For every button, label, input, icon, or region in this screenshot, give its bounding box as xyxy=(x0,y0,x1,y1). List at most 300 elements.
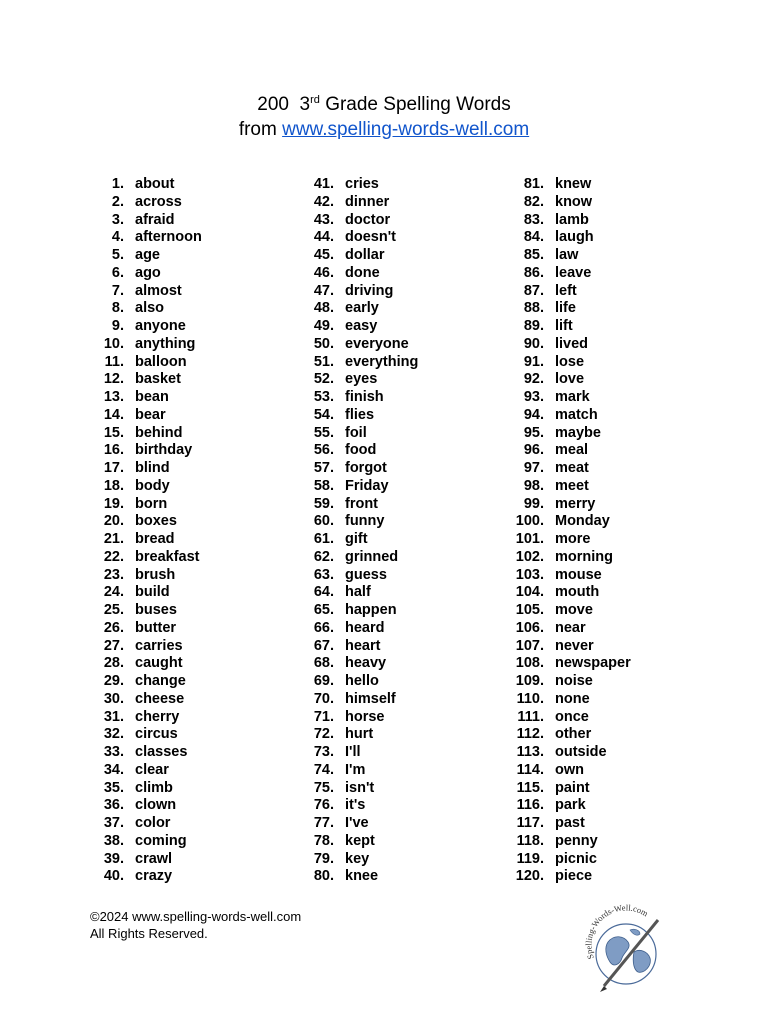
spelling-word: half xyxy=(345,584,371,601)
spelling-word: lamb xyxy=(555,211,589,228)
spelling-word: knew xyxy=(555,176,592,192)
word-number: 57. xyxy=(313,460,334,476)
word-row xyxy=(290,549,418,567)
spelling-word: left xyxy=(555,282,577,299)
page-header xyxy=(0,92,768,142)
word-number: 17. xyxy=(103,460,124,476)
word-number: 43. xyxy=(313,211,334,228)
word-row xyxy=(80,371,202,389)
word-number: 26. xyxy=(103,619,124,636)
word-number: 77. xyxy=(313,815,334,831)
word-number: 41. xyxy=(313,176,334,192)
spelling-word: himself xyxy=(345,690,396,707)
word-row xyxy=(500,265,631,283)
word-number: 59. xyxy=(313,495,334,512)
spelling-word: know xyxy=(555,193,593,210)
word-row xyxy=(500,851,631,869)
word-row xyxy=(290,212,418,230)
spelling-word: meal xyxy=(555,442,589,459)
word-number: 9. xyxy=(111,318,124,334)
spelling-word: almost xyxy=(135,282,182,299)
word-number: 62. xyxy=(313,548,334,565)
word-number: 15. xyxy=(103,424,124,441)
word-number: 25. xyxy=(103,602,124,618)
word-number: 101. xyxy=(515,531,544,547)
word-row xyxy=(290,389,418,407)
word-number: 66. xyxy=(313,619,334,636)
word-number: 112. xyxy=(516,726,544,743)
spelling-word: grinned xyxy=(345,548,399,565)
spelling-word: hurt xyxy=(345,726,374,743)
word-number: 28. xyxy=(103,655,124,672)
spelling-word: carries xyxy=(135,637,183,654)
spelling-word: flies xyxy=(345,406,375,423)
spelling-word: lose xyxy=(555,353,585,370)
word-number: 79. xyxy=(313,850,334,867)
spelling-word: afternoon xyxy=(135,229,202,246)
word-number: 78. xyxy=(313,832,334,849)
word-row xyxy=(290,283,418,301)
word-row xyxy=(80,673,202,691)
spelling-word: heavy xyxy=(345,655,387,672)
title-grade-number: 3 xyxy=(299,94,311,115)
word-row xyxy=(290,762,418,780)
word-row xyxy=(500,442,631,460)
spelling-word: gift xyxy=(345,531,368,547)
word-number: 81. xyxy=(523,176,544,192)
word-row xyxy=(500,336,631,354)
word-row xyxy=(290,478,418,496)
word-row xyxy=(80,425,202,443)
spelling-word: easy xyxy=(345,318,378,334)
word-number: 115. xyxy=(516,779,544,796)
word-row xyxy=(80,496,202,514)
word-number: 93. xyxy=(523,389,544,405)
word-row xyxy=(290,442,418,460)
word-row xyxy=(290,176,418,194)
word-row xyxy=(80,726,202,744)
word-row xyxy=(500,762,631,780)
spelling-word: past xyxy=(555,815,585,831)
spelling-word: ago xyxy=(135,264,161,281)
spelling-word: also xyxy=(135,300,165,317)
spelling-word: more xyxy=(555,531,591,547)
word-row xyxy=(80,780,202,798)
spelling-word: anything xyxy=(135,335,196,352)
word-row xyxy=(500,780,631,798)
spelling-word: hello xyxy=(345,673,379,689)
word-row xyxy=(500,496,631,514)
spelling-word: butter xyxy=(135,619,177,636)
word-row xyxy=(500,602,631,620)
word-number: 60. xyxy=(313,513,334,530)
spelling-word: I've xyxy=(345,815,369,831)
word-number: 72. xyxy=(313,726,334,743)
spelling-word: match xyxy=(555,406,598,423)
word-number: 4. xyxy=(111,229,124,246)
word-row xyxy=(80,176,202,194)
globe-pencil-logo-icon xyxy=(578,902,674,994)
spelling-word: change xyxy=(135,673,186,689)
word-row xyxy=(80,389,202,407)
word-number: 3. xyxy=(111,211,124,228)
spelling-word: morning xyxy=(555,548,613,565)
word-number: 1. xyxy=(111,176,124,192)
word-row xyxy=(290,691,418,709)
word-number: 90. xyxy=(523,335,544,352)
word-row xyxy=(80,868,202,886)
spelling-word: crazy xyxy=(135,868,173,885)
spelling-word: meet xyxy=(555,477,589,494)
word-number: 11. xyxy=(104,353,124,370)
word-number: 82. xyxy=(523,193,544,210)
word-row xyxy=(500,620,631,638)
spelling-word: eyes xyxy=(345,371,378,388)
word-row xyxy=(500,833,631,851)
word-row xyxy=(80,744,202,762)
word-number: 6. xyxy=(111,264,124,281)
word-number: 108. xyxy=(515,655,544,672)
word-row xyxy=(290,265,418,283)
spelling-word: basket xyxy=(135,371,181,388)
word-row xyxy=(290,354,418,372)
word-number: 27. xyxy=(103,637,124,654)
word-number: 105. xyxy=(515,602,544,618)
word-row xyxy=(80,762,202,780)
spelling-word: color xyxy=(135,815,171,831)
spelling-word: never xyxy=(555,637,594,654)
word-row xyxy=(500,655,631,673)
word-number: 111. xyxy=(517,708,544,725)
spelling-word: none xyxy=(555,690,590,707)
word-number: 47. xyxy=(313,282,334,299)
word-number: 71. xyxy=(313,708,334,725)
spelling-word: driving xyxy=(345,282,394,299)
word-row xyxy=(290,655,418,673)
word-number: 74. xyxy=(313,761,334,778)
word-number: 75. xyxy=(313,779,334,796)
spelling-word: doctor xyxy=(345,211,391,228)
word-row xyxy=(80,247,202,265)
word-number: 61. xyxy=(313,531,334,547)
word-row xyxy=(500,407,631,425)
word-number: 19. xyxy=(103,495,124,512)
word-row xyxy=(290,744,418,762)
word-row xyxy=(80,460,202,478)
word-row xyxy=(500,709,631,727)
word-row xyxy=(500,371,631,389)
word-row xyxy=(290,584,418,602)
word-row xyxy=(80,442,202,460)
word-column-2 xyxy=(290,176,418,886)
logo-arc-text: Spelling-Words-Well.com xyxy=(583,902,651,961)
spelling-word: about xyxy=(135,176,175,192)
footer xyxy=(90,908,301,942)
word-row xyxy=(80,407,202,425)
word-number: 83. xyxy=(523,211,544,228)
word-row xyxy=(500,691,631,709)
word-number: 12. xyxy=(103,371,124,388)
spelling-word: other xyxy=(555,726,592,743)
word-number: 67. xyxy=(313,637,334,654)
word-row xyxy=(290,194,418,212)
word-row xyxy=(80,229,202,247)
spelling-word: isn't xyxy=(345,779,375,796)
spelling-word: piece xyxy=(555,868,593,885)
word-row xyxy=(80,815,202,833)
word-number: 29. xyxy=(103,673,124,689)
word-number: 119. xyxy=(516,850,544,867)
spelling-word: buses xyxy=(135,602,177,618)
spelling-word: blind xyxy=(135,460,170,476)
word-row xyxy=(500,229,631,247)
word-number: 23. xyxy=(103,566,124,583)
spelling-word: outside xyxy=(555,744,607,760)
word-row xyxy=(290,620,418,638)
spelling-word: newspaper xyxy=(555,655,631,672)
spelling-word: Monday xyxy=(555,513,610,530)
word-row xyxy=(80,691,202,709)
word-row xyxy=(500,247,631,265)
word-number: 53. xyxy=(313,389,334,405)
word-row xyxy=(500,744,631,762)
spelling-word: bread xyxy=(135,531,175,547)
word-row xyxy=(80,549,202,567)
word-row xyxy=(290,780,418,798)
word-number: 100. xyxy=(515,513,544,530)
spelling-word: lived xyxy=(555,335,589,352)
word-row xyxy=(290,460,418,478)
spelling-word: cheese xyxy=(135,690,185,707)
word-row xyxy=(290,797,418,815)
word-number: 49. xyxy=(313,318,334,334)
word-number: 120. xyxy=(515,868,544,885)
word-row xyxy=(500,300,631,318)
word-number: 24. xyxy=(103,584,124,601)
word-number: 116. xyxy=(516,797,544,814)
spelling-word: born xyxy=(135,495,168,512)
word-number: 65. xyxy=(313,602,334,618)
from-label: from xyxy=(238,119,277,140)
word-row xyxy=(500,567,631,585)
spelling-word: finish xyxy=(345,389,384,405)
word-row xyxy=(80,265,202,283)
spelling-word: foil xyxy=(345,424,367,441)
spelling-word: move xyxy=(555,602,593,618)
word-number: 118. xyxy=(516,832,544,849)
spelling-word: paint xyxy=(555,779,590,796)
word-row xyxy=(80,354,202,372)
word-row xyxy=(80,602,202,620)
word-row xyxy=(500,726,631,744)
word-number: 44. xyxy=(313,229,334,246)
word-number: 97. xyxy=(523,460,544,476)
word-row xyxy=(80,212,202,230)
spelling-word: balloon xyxy=(135,353,187,370)
word-number: 98. xyxy=(523,477,544,494)
word-number: 20. xyxy=(103,513,124,530)
spelling-word: Friday xyxy=(345,477,389,494)
word-row xyxy=(500,283,631,301)
word-number: 35. xyxy=(103,779,124,796)
word-number: 86. xyxy=(523,264,544,281)
word-row xyxy=(290,833,418,851)
word-row xyxy=(500,176,631,194)
rights-text: All Rights Reserved. xyxy=(90,926,208,941)
spelling-word: noise xyxy=(555,673,593,689)
word-number: 56. xyxy=(313,442,334,459)
spelling-word: merry xyxy=(555,495,596,512)
word-row xyxy=(500,460,631,478)
spelling-word: body xyxy=(135,477,170,494)
word-number: 51. xyxy=(313,353,334,370)
word-row xyxy=(500,584,631,602)
word-row xyxy=(500,425,631,443)
word-number: 40. xyxy=(103,868,124,885)
word-number: 39. xyxy=(103,850,124,867)
word-number: 7. xyxy=(111,282,124,299)
word-number: 106. xyxy=(515,619,544,636)
spelling-word: mouse xyxy=(555,566,602,583)
spelling-word: boxes xyxy=(135,513,177,530)
word-row xyxy=(80,709,202,727)
spelling-word: dinner xyxy=(345,193,390,210)
spelling-word: food xyxy=(345,442,377,459)
spelling-word: birthday xyxy=(135,442,193,459)
word-number: 92. xyxy=(523,371,544,388)
word-row xyxy=(80,478,202,496)
spelling-word: done xyxy=(345,264,380,281)
spelling-word: behind xyxy=(135,424,183,441)
word-number: 68. xyxy=(313,655,334,672)
word-row xyxy=(290,336,418,354)
spelling-word: age xyxy=(135,247,160,263)
spelling-word: laugh xyxy=(555,229,594,246)
spelling-word: across xyxy=(135,193,182,210)
word-number: 34. xyxy=(103,761,124,778)
word-row xyxy=(290,602,418,620)
spelling-word: mouth xyxy=(555,584,600,601)
word-number: 99. xyxy=(523,495,544,512)
spelling-word: park xyxy=(555,797,586,814)
word-number: 103. xyxy=(515,566,544,583)
word-row xyxy=(290,567,418,585)
word-number: 50. xyxy=(313,335,334,352)
word-row xyxy=(290,513,418,531)
word-row xyxy=(500,673,631,691)
word-row xyxy=(500,638,631,656)
spelling-word: happen xyxy=(345,602,397,618)
word-row xyxy=(500,513,631,531)
spelling-word: doesn't xyxy=(345,229,396,246)
word-number: 114. xyxy=(516,761,544,778)
word-number: 37. xyxy=(103,815,124,831)
word-row xyxy=(500,478,631,496)
word-number: 42. xyxy=(313,193,334,210)
word-number: 76. xyxy=(313,797,334,814)
word-number: 107. xyxy=(515,637,544,654)
word-number: 52. xyxy=(313,371,334,388)
word-row xyxy=(80,584,202,602)
word-row xyxy=(290,229,418,247)
spelling-word: front xyxy=(345,495,379,512)
word-row xyxy=(80,300,202,318)
word-number: 38. xyxy=(103,832,124,849)
spelling-word: lift xyxy=(555,318,573,334)
word-number: 73. xyxy=(313,744,334,760)
word-column-1 xyxy=(80,176,202,886)
word-row xyxy=(500,194,631,212)
word-column-3 xyxy=(500,176,631,886)
word-row xyxy=(500,389,631,407)
spelling-word: build xyxy=(135,584,170,601)
spelling-word: meat xyxy=(555,460,589,476)
title-grade-suffix: rd xyxy=(310,94,320,106)
word-number: 69. xyxy=(313,673,334,689)
word-number: 30. xyxy=(103,690,124,707)
word-number: 55. xyxy=(313,424,334,441)
word-number: 18. xyxy=(103,477,124,494)
word-number: 31. xyxy=(103,708,124,725)
spelling-word: leave xyxy=(555,264,592,281)
word-number: 21. xyxy=(103,531,124,547)
spelling-word: penny xyxy=(555,832,598,849)
spelling-word: I'll xyxy=(345,744,361,760)
spelling-word: clown xyxy=(135,797,177,814)
word-row xyxy=(500,354,631,372)
spelling-word: funny xyxy=(345,513,385,530)
word-number: 91. xyxy=(523,353,544,370)
word-number: 32. xyxy=(103,726,124,743)
word-number: 45. xyxy=(313,247,334,263)
spelling-word: brush xyxy=(135,566,176,583)
page-title xyxy=(0,92,768,117)
word-number: 95. xyxy=(523,424,544,441)
word-number: 84. xyxy=(523,229,544,246)
spelling-word: law xyxy=(555,247,579,263)
spelling-word: afraid xyxy=(135,211,175,228)
word-row xyxy=(500,531,631,549)
spelling-word: cherry xyxy=(135,708,180,725)
word-row xyxy=(80,283,202,301)
spelling-word: kept xyxy=(345,832,375,849)
word-row xyxy=(290,868,418,886)
word-number: 10. xyxy=(103,335,124,352)
word-row xyxy=(290,709,418,727)
word-number: 117. xyxy=(516,815,544,831)
word-number: 36. xyxy=(103,797,124,814)
site-link[interactable]: www.spelling-words-well.com xyxy=(282,119,530,140)
word-row xyxy=(500,815,631,833)
word-row xyxy=(80,833,202,851)
copyright-text: ©2024 www.spelling-words-well.com xyxy=(90,909,302,924)
word-row xyxy=(290,815,418,833)
spelling-word: forgot xyxy=(345,460,387,476)
word-number: 110. xyxy=(516,690,544,707)
word-row xyxy=(80,655,202,673)
spelling-word: horse xyxy=(345,708,385,725)
spelling-word: clear xyxy=(135,761,169,778)
word-number: 89. xyxy=(523,318,544,334)
page-subtitle xyxy=(0,117,768,142)
spelling-word: dollar xyxy=(345,247,385,263)
word-number: 94. xyxy=(523,406,544,423)
spelling-word: knee xyxy=(345,868,379,885)
word-number: 80. xyxy=(313,868,334,885)
spelling-word: everyone xyxy=(345,335,409,352)
word-number: 33. xyxy=(103,744,124,760)
word-row xyxy=(80,318,202,336)
